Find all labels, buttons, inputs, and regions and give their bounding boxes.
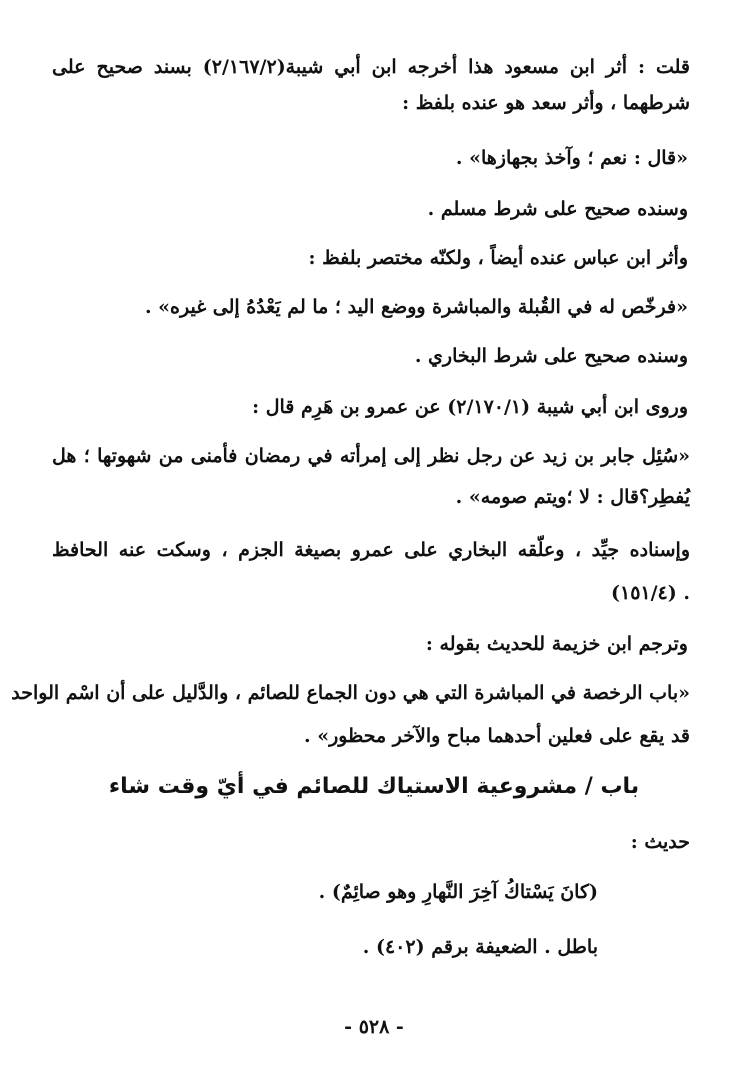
hadith-text: (كانَ يَسْتاكُ آخِرَ النَّهارِ وهو صائِمٌ) . [318, 881, 598, 903]
text-line-7: وسنده صحيح على شرط البخاري . [414, 345, 688, 367]
text-line-14: «باب الرخصة في المباشرة التي هي دون الجماع للصائم ، والدَّليل على أن اسْم الواحد [11, 682, 690, 704]
text-line-4: وسنده صحيح على شرط مسلم . [427, 198, 688, 220]
text-line-5: وأثر ابن عباس عنده أيضاً ، ولكنّه مختصر بلفظ : [308, 247, 688, 269]
text-line-1: قلت : أثر ابن مسعود هذا أخرجه ابن أبي شيبة(٢/١٦٧/٢) بسند صحيح على [52, 56, 691, 78]
verdict-text: باطل . الضعيفة برقم (٤٠٢) . [362, 936, 598, 958]
text-line-3: «قال : نعم ؛ وآخذ بجهازها» . [455, 147, 688, 169]
page-number: - ٥٢٨ - [344, 1016, 404, 1038]
text-line-10: يُفطِر؟قال : لا ؛ويتم صومه» . [455, 486, 690, 508]
section-heading: باب / مشروعية الاستياك للصائم في أيّ وقت شاء [108, 774, 640, 799]
text-line-9: «سُئِل جابر بن زيد عن رجل نظر إلى إمرأته في رمضان فأمنى من شهوتها ؛ هل [52, 445, 690, 467]
text-line-11: وإسناده جيِّد ، وعلّقه البخاري على عمرو بصيغة الجزم ، وسكت عنه الحافظ [52, 539, 690, 561]
text-line-6: «فرخّص له في القُبلة والمباشرة ووضع اليد ؛ ما لم يَعْدُهُ إلى غيره» . [144, 296, 688, 318]
text-line-2: شرطهما ، وأثر سعد هو عنده بلفظ : [402, 92, 690, 114]
text-line-15: قد يقع على فعلين أحدهما مباح والآخر محظور» . [304, 725, 690, 747]
text-line-13: وترجم ابن خزيمة للحديث بقوله : [425, 633, 688, 655]
hadith-label: حديث : [630, 831, 690, 853]
text-line-12: (١٥١/٤) . [611, 582, 690, 604]
text-line-8: وروى ابن أبي شيبة (٢/١٧٠/١) عن عمرو بن هَرِم قال : [252, 396, 688, 418]
